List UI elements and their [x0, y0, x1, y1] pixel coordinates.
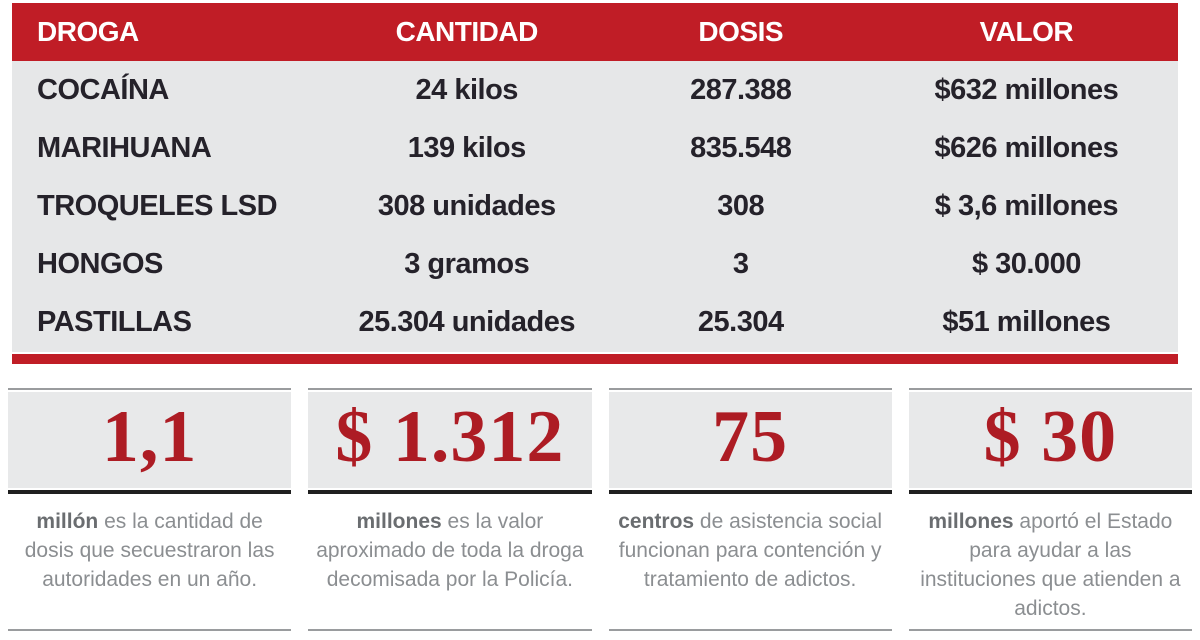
- cell-dosis: 835.548: [690, 131, 792, 164]
- stat-lead-word: centros: [618, 510, 695, 533]
- stat-description: [308, 494, 591, 629]
- drug-seizure-infographic: [0, 3, 1200, 640]
- stat-number-box: [609, 392, 892, 488]
- stat-number-box: [308, 392, 591, 488]
- table-body: [12, 61, 1178, 352]
- stat-description: [8, 494, 291, 629]
- column-header-droga: DROGA: [37, 16, 139, 47]
- drug-table: [12, 3, 1178, 364]
- stat-description: [609, 494, 892, 629]
- table-row-marihuana: [12, 119, 1178, 177]
- stat-description-text: aportó el Estado para ayudar a las instituciones que atienden a adictos.: [920, 510, 1181, 620]
- cell-cantidad: 139 kilos: [407, 131, 526, 164]
- stat-value: $ 30: [983, 396, 1118, 478]
- stat-card-dosis-secuestradas: [8, 388, 291, 631]
- cell-cantidad: 25.304 unidades: [358, 306, 575, 339]
- stat-description-text: es la cantidad de dosis que secuestraron las autoridades en un año.: [24, 510, 275, 591]
- column-header-valor: VALOR: [979, 16, 1074, 47]
- stat-description-text: es la valor aproximado de toda la droga decomisada por la Policía.: [316, 510, 584, 591]
- stat-number-box: [909, 392, 1192, 488]
- stat-card-aporte-estado: [909, 388, 1192, 631]
- column-header-dosis: DOSIS: [698, 16, 784, 47]
- stat-value: $ 1.312: [335, 396, 565, 478]
- cell-droga: HONGOS: [37, 248, 163, 281]
- stat-lead-word: millones: [356, 510, 442, 533]
- table-row-pastillas: [12, 294, 1178, 352]
- cell-dosis: 287.388: [690, 73, 792, 106]
- table-header-row: [12, 3, 1178, 61]
- cell-droga: MARIHUANA: [37, 131, 212, 164]
- stat-card-valor-droga: [308, 388, 591, 631]
- cell-valor: $51 millones: [942, 306, 1111, 339]
- table-row-cocaina: [12, 61, 1178, 119]
- table-row-hongos: [12, 236, 1178, 294]
- cell-valor: $ 3,6 millones: [934, 189, 1118, 222]
- cell-dosis: 25.304: [697, 306, 784, 339]
- cell-valor: $ 30.000: [971, 248, 1081, 281]
- cell-valor: $632 millones: [934, 73, 1119, 106]
- table-row-troqueles-lsd: [12, 177, 1178, 235]
- cell-droga: PASTILLAS: [37, 306, 192, 339]
- stat-value: 1,1: [101, 396, 198, 478]
- cell-dosis: 3: [732, 248, 749, 281]
- cell-cantidad: 24 kilos: [415, 73, 518, 106]
- stat-number-box: [8, 392, 291, 488]
- cell-droga: COCAÍNA: [37, 73, 169, 106]
- stat-lead-word: millón: [36, 510, 99, 533]
- cell-dosis: 308: [717, 189, 765, 222]
- stat-value: 75: [712, 396, 789, 478]
- column-header-cantidad: CANTIDAD: [395, 16, 538, 47]
- stat-description-text: de asistencia social funcionan para contención y tratamiento de adictos.: [618, 510, 883, 591]
- cell-valor: $626 millones: [934, 131, 1119, 164]
- stat-lead-word: millones: [928, 510, 1014, 533]
- stat-description: [909, 494, 1192, 629]
- cell-cantidad: 308 unidades: [377, 189, 556, 222]
- cell-droga: TROQUELES LSD: [37, 189, 278, 222]
- stat-cards-row: [8, 388, 1192, 631]
- table-bottom-red-bar: [12, 354, 1178, 364]
- cell-cantidad: 3 gramos: [404, 248, 530, 281]
- stat-card-centros-asistencia: [609, 388, 892, 631]
